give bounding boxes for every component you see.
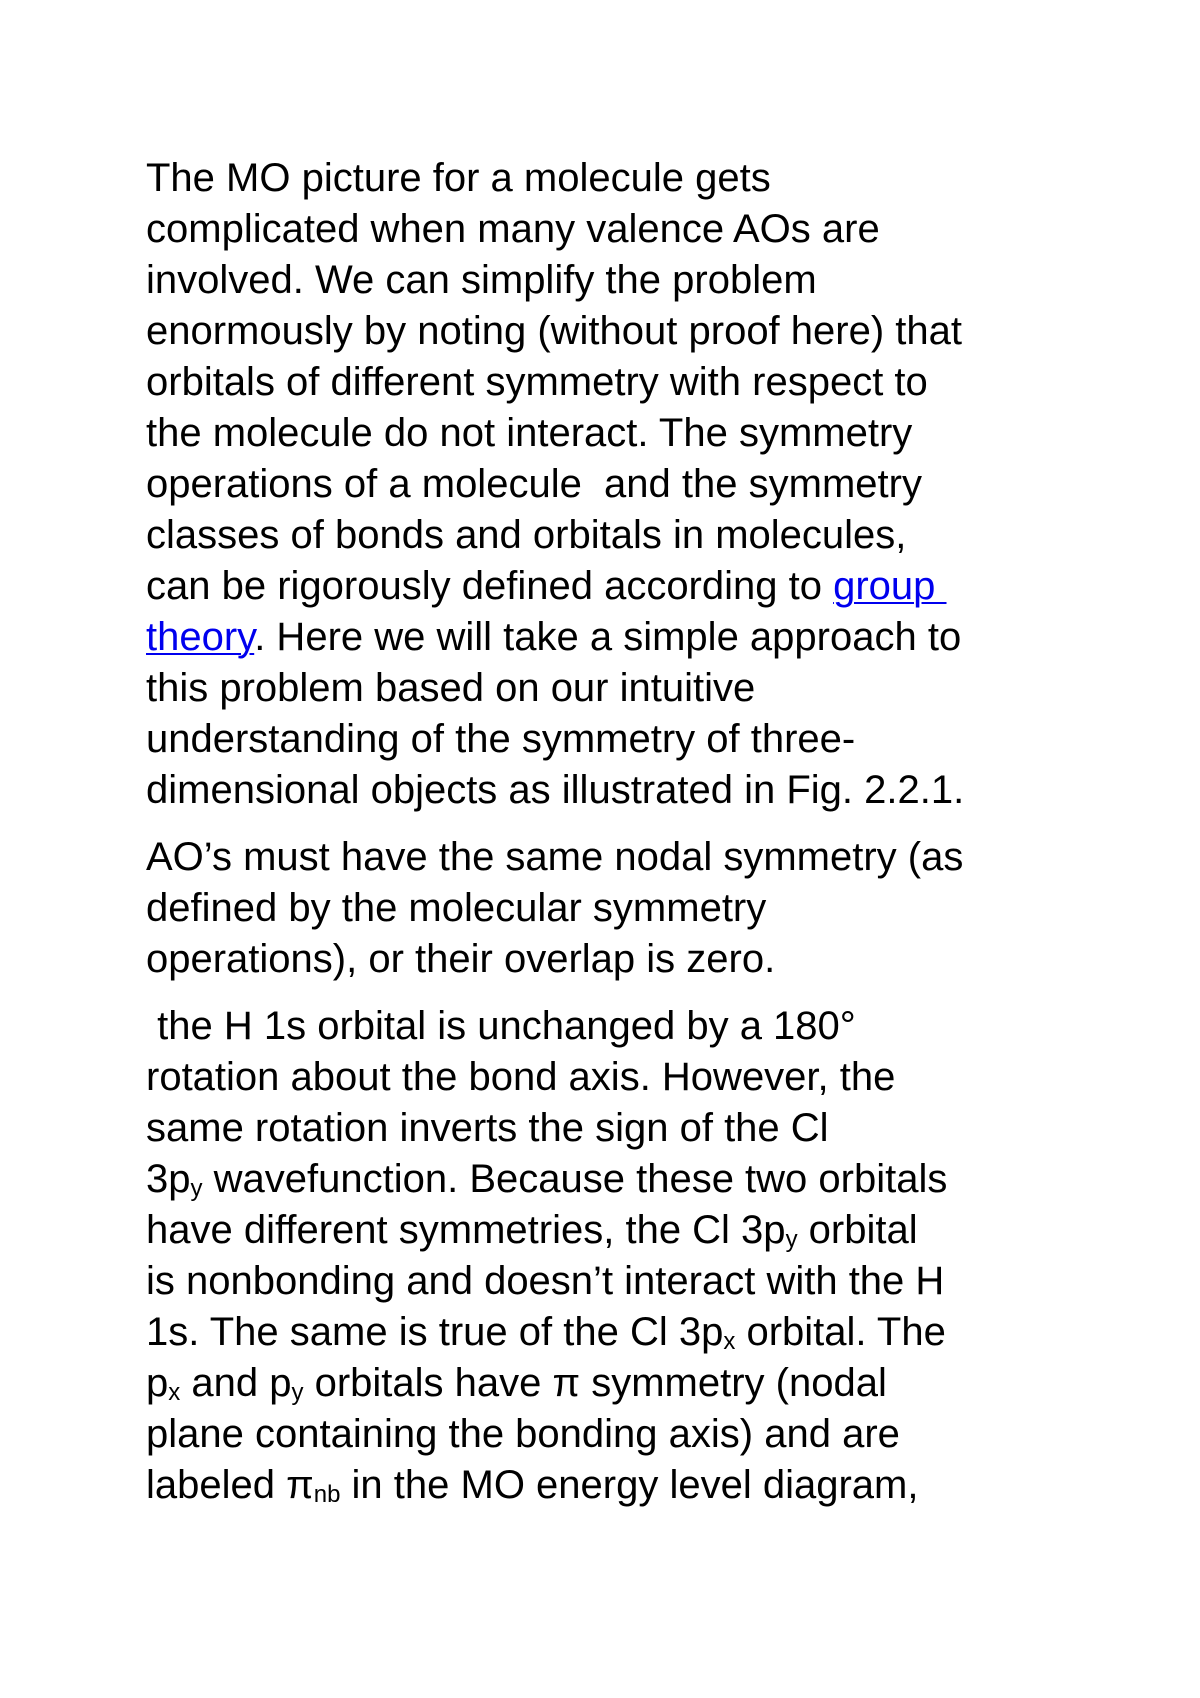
text-run: wavefunction. Because these two orbitals — [202, 1157, 948, 1201]
text-line: rotation about the bond axis. However, the — [146, 1055, 896, 1099]
paragraph-hcl-example — [146, 1001, 1086, 1511]
text-line: same rotation inverts the sign of the Cl — [146, 1106, 829, 1150]
text-line — [146, 1460, 1086, 1511]
text-line: the molecule do not interact. The symmetry — [146, 411, 913, 455]
subscript-y: y — [291, 1379, 304, 1406]
subscript-y: y — [785, 1226, 798, 1253]
subscript-y: y — [190, 1175, 203, 1202]
subscript-x: x — [723, 1328, 736, 1355]
text-line: this problem based on our intuitive — [146, 666, 756, 710]
text-run: and p — [180, 1361, 292, 1405]
text-line: operations), or their overlap is zero. — [146, 937, 776, 981]
text-line: plane containing the bonding axis) and are — [146, 1412, 900, 1456]
text-run: 3p — [146, 1157, 191, 1201]
text-line: involved. We can simplify the problem — [146, 258, 817, 302]
text-run: orbitals have π symmetry (nodal — [303, 1361, 887, 1405]
text-line — [146, 1307, 1086, 1358]
text-line: complicated when many valence AOs are — [146, 207, 880, 251]
subscript-x: x — [168, 1379, 181, 1406]
text-run: orbital — [797, 1208, 918, 1252]
group-theory-link-part2[interactable]: theory — [146, 615, 255, 659]
text-run: orbital. The — [735, 1310, 946, 1354]
text-line: orbitals of different symmetry with respect to — [146, 360, 928, 404]
text-line: the H 1s orbital is unchanged by a 180° — [146, 1004, 856, 1048]
text-line: AO’s must have the same nodal symmetry (as — [146, 835, 964, 879]
text-line — [146, 1154, 1086, 1205]
text-run: labeled π — [146, 1463, 314, 1507]
text-run: can be rigorously defined according to — [146, 564, 834, 608]
text-run: 1s. The same is true of the Cl 3p — [146, 1310, 724, 1354]
text-line: operations of a molecule and the symmetry — [146, 462, 922, 506]
text-line: enormously by noting (without proof here) that — [146, 309, 962, 353]
text-run: have different symmetries, the Cl 3p — [146, 1208, 786, 1252]
text-line — [146, 1358, 1086, 1409]
text-line: The MO picture for a molecule gets — [146, 156, 771, 200]
subscript-nb: nb — [313, 1481, 341, 1508]
text-line — [146, 1205, 1086, 1256]
paragraph-symmetry-rule — [146, 832, 1086, 985]
text-line — [146, 561, 1086, 612]
text-run: in the MO energy level diagram, — [340, 1463, 919, 1507]
text-line: understanding of the symmetry of three- — [146, 717, 856, 761]
text-line: classes of bonds and orbitals in molecules, — [146, 513, 907, 557]
text-line — [146, 612, 1086, 663]
text-run: . Here we will take a simple approach to — [254, 615, 962, 659]
text-line: is nonbonding and doesn’t interact with the H — [146, 1259, 945, 1303]
text-line: dimensional objects as illustrated in Fig. 2.2.1. — [146, 768, 965, 812]
document-body — [146, 153, 1086, 1511]
paragraph-intro — [146, 153, 1086, 816]
text-line: defined by the molecular symmetry — [146, 886, 767, 930]
group-theory-link-part1[interactable]: group — [833, 564, 947, 608]
text-run: p — [146, 1361, 169, 1405]
